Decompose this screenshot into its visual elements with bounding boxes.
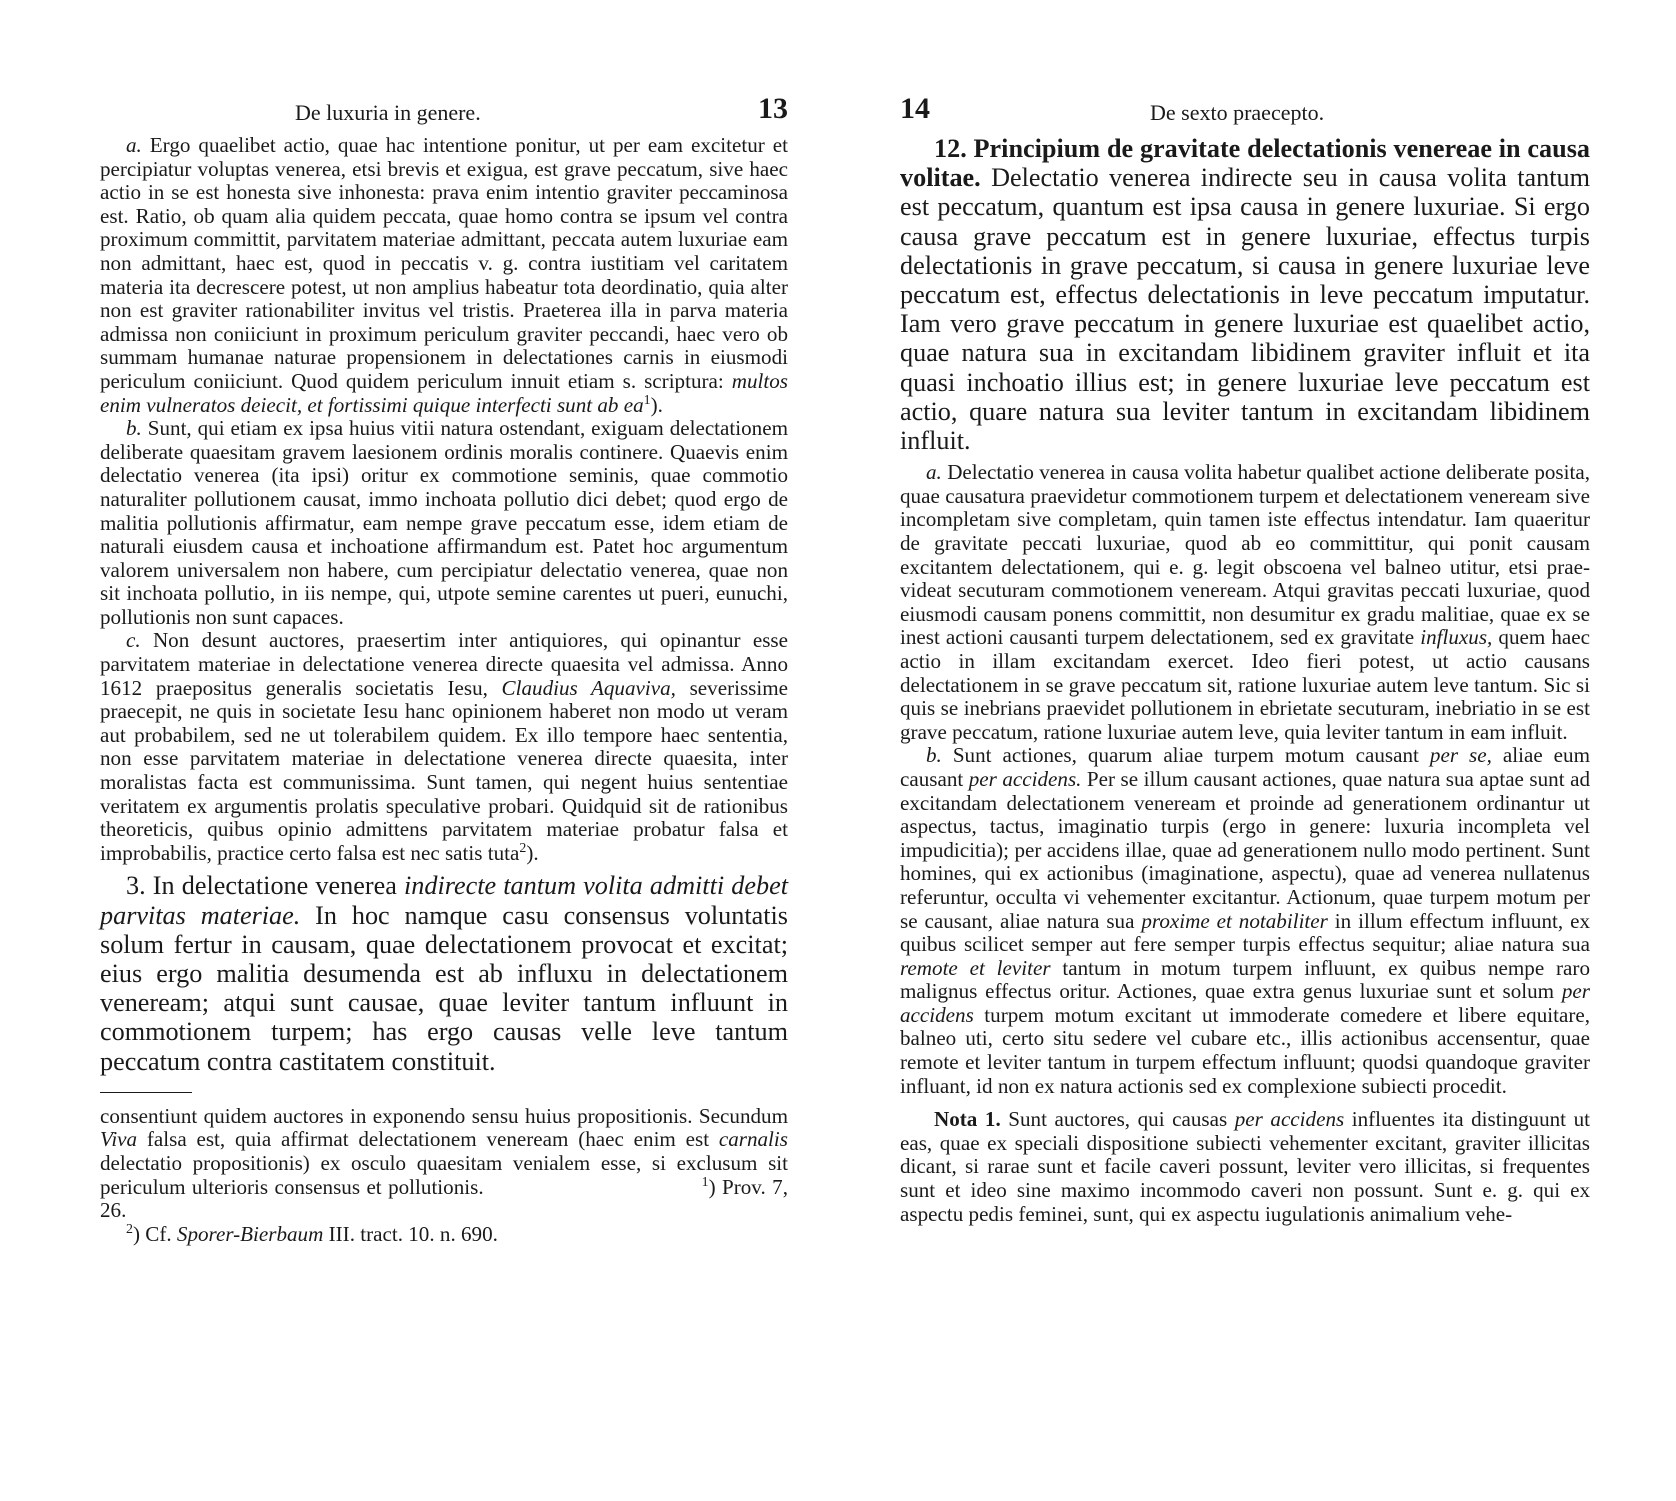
left-paragraph-b (100, 417, 788, 629)
right-para-b-italic-5: per accidens (900, 979, 1590, 1027)
footnote-rule (100, 1092, 192, 1093)
right-page-number: 14 (900, 92, 930, 125)
footnote-1-mark: 1 (701, 1174, 709, 1190)
para-c-lead: c. (126, 628, 141, 653)
right-paragraph-b (900, 744, 1590, 1098)
right-paragraph-a (900, 461, 1590, 744)
left-paragraph-c (100, 629, 788, 865)
footnote-ref-2: 2 (519, 840, 527, 856)
right-nota-1 (900, 1108, 1590, 1226)
right-para-a-text-2: quem haec actio in illam excitandam exercet. Ideo fieri potest, ut actio causans delectationem in se grave peccatum sit, ratione luxuriae autem leve tantum. Sic si quis se inebrians praevidet pollutionem in ebrietate secuturam, inebriatio in se est grave peccatum, ratione luxuriae autem leve, quia leviter tantum in eam influit. (900, 625, 1590, 744)
footnote-2-mark: 2 (126, 1221, 133, 1237)
right-running-head (900, 88, 1590, 134)
footnote-cont-italic-2: carnalis (718, 1127, 788, 1152)
section-12-heading: 12. Principium de gravitate delectationis venereae in causa volitae. (900, 134, 1590, 193)
footnote-2-author: Sporer-Bierbaum (176, 1221, 324, 1246)
para-b-text: Sunt, qui etiam ex ipsa huius vitii natura ostendant, exiguam delectationem deliberate quaesitam gravem laesionem ordinis moralis continere. Quaevis enim delectatio venerea (ita ipsi) oritur ex commotione seminis, quae commotio naturaliter pollutionem causat, immo inchoata pollutio dici debet; quod ergo de malitia pollutionis affirmatur, eam nempe grave peccatum esse, idem etiam de naturali eiusdem causa et inchoatione affirmandum est. Patet hoc argumentum valorem universalem non habere, cum percipiatur delectatio venerea, quae non sit inchoata pollutio, in iis nempe, qui, utpote semine carentes ut pueri, eunuchi, pollutionis non sunt capaces. (100, 416, 788, 629)
nota-1-text-2: influentes ita distinguunt ut eas, quae ex speciali dispositione subiecti vehementer excitant, graviter illicitas dicant, si rarae sunt et facile caveri possunt, leviter vero illicitas, si frequentes sunt et ideo sine maximo incommodo caveri non possunt. Sunt e. g. qui ex aspectu pedis feminei, sunt, qui ex aspectu iugulationis animalium vehe- (900, 1107, 1591, 1226)
footnote-2 (100, 1223, 788, 1247)
right-para-b-italic-3: proxime et notabiliter (1141, 908, 1328, 933)
right-para-b-text-3: Per se illum causant actiones, quae natura sua aptae sunt ad excitandam delectationem veneream et proinde ad generationem ordinantur ut aspectus, tactus, imaginatio turpis (ergo in genere: luxuria incompleta vel impudicitia); per accidens illae, quae ad generationem nullo modo pertinent. Sunt homines, qui ex actionibus (imaginatione, aspectu), quae ad venerea nullatenus referuntur, occulta vi vehementer excitantur. Actionum, quae turpem motum per se causant, aliae natura sua (900, 766, 1590, 933)
para-a-text-1: Ergo quaelibet actio, quae hac intentione ponitur, ut per eam excitetur et percipiatur voluptas venerea, etsi brevis et exigua, est grave peccatum, sive haec actio in se est honesta sive inhonesta: prava enim intentio graviter peccaminosa est. Ratio, ob quam alia quidem peccata, quae homo contra se ipsum vel contra proximum committit, parvitatem materiae admittant, peccata autem luxuriae eam non admittant, haec est, quod in peccatis v. g. contra iustitiam vel caritatem materia ita decrescere potest, ut non amplius habeatur tota deordinatio, quia alter non est graviter rationabiliter invitus vel tristis. Praeterea illa in parva materia admissa non coniiciunt in proximum periculum graviter peccandi, haec vero ob summam humanae naturae propensionem in delectationes carnis in eiusmodi periculum coniiciunt. Quod quidem periculum innuit etiam s. scriptura: (100, 133, 788, 393)
para-c-text-2: severissime praecepit, ne quis in societate Iesu hanc opinionem haberet non modo ut veram aut probabilem, sed ne ut tolerabilem quidem. Ex illo tempore haec sententia, non esse parvitatem materiae in delectatione venerea directe quaesita, inter moralistas facta est communissima. Sunt tamen, qui negent huius sententiae veritatem ex argumentis prolatis speculative probari. Quidquid sit de rationibus theoreticis, quibus opinio admittens parvitatem materiae probatur falsa et improbabilis, practice certo falsa est nec satis tuta (100, 675, 788, 865)
section-12-text: Delectatio venerea indirecte seu in causa volita tantum est peccatum, quantum est ipsa causa in genere luxuriae. Si ergo causa grave peccatum est in genere luxuriae, effectus turpis delectationis in grave peccatum, si causa in genere luxuriae leve peccatum est, effectus delectationis in leve peccatum imputatur. Iam vero grave peccatum in genere luxuriae est quaelibet actio, quae natura sua in excitandam libidinem graviter influit et ita quasi inchoatio illius est; in genere luxuriae leve peccatum est actio, quare natura sua leviter tantum in excitandam libidinem influit. (900, 163, 1590, 456)
left-paragraph-a (100, 134, 788, 417)
left-running-title: De luxuria in genere. (295, 100, 481, 125)
para-c-text-1: Non desunt auctores, praesertim inter antiquiores, qui opinantur esse parvitatem materiae in delectatione venerea directe quaesita vel admissa. Anno 1612 praepositus generalis societatis Iesu, (100, 628, 788, 700)
footnote-cont-italic-1: Viva (100, 1127, 138, 1152)
nota-1-text-1: Sunt auctores, qui causas (1000, 1107, 1235, 1132)
footnote-cont-text-1: consentiunt quidem auctores in exponendo sensu huius propositionis. Secundum (100, 1103, 788, 1128)
right-para-a-italic: influxus, (1420, 625, 1493, 650)
footnote-cont-text-3: delectatio propositionis) ex osculo quaesitam venialem esse, si exclusum sit periculum ulterioris consensus et pollutionis. (100, 1151, 788, 1199)
right-section-12 (900, 134, 1590, 455)
right-para-b-italic-2: per accidens. (968, 766, 1082, 791)
nota-1-italic: per accidens (1234, 1107, 1345, 1132)
para-c-text-3: ). (526, 840, 539, 865)
para-a-lead: a. (126, 133, 142, 157)
left-running-head (100, 88, 788, 134)
nota-1-label: Nota 1. (934, 1107, 1001, 1132)
para-c-name: Claudius Aquaviva, (501, 675, 676, 700)
right-para-a-lead: a. (926, 460, 942, 485)
footnote-ref-1: 1 (643, 392, 651, 408)
right-para-b-text-6: turpem motum excitant ut immoderate comedere et libere equitare, balneo uti, certo situ sedere vel cubare etc., illis actionibus accensentur, quae remote et leviter tantum in turpem effectum influunt; quodsi quandoque graviter influant, id non ex natura actionis sed ex complexione subiecti procedit. (900, 1002, 1590, 1098)
left-page (100, 88, 788, 1488)
section-3-thesis: indirecte tantum volita admitti debet parvitas materiae. (100, 871, 788, 930)
footnote-cont-text-2: falsa est, quia affirmat delectationem veneream (haec enim est (137, 1127, 719, 1152)
footnote-2-text-2: III. tract. 10. n. 690. (323, 1221, 498, 1246)
para-a-scripture-quote: multos enim vulneratos deiecit, et fortissimi quique interfecti sunt ab ea (100, 368, 788, 417)
right-para-b-text-5: tantum in motum turpem influunt, ex quibus nempe raro malignus effectus oritur. Actiones, quae extra genus luxuriae sunt et solum (900, 955, 1590, 1004)
footnote-continuation (100, 1105, 788, 1223)
section-3-text-1: 3. In delectatione venerea (126, 871, 404, 901)
right-para-b-text-2: aliae eum causant (900, 743, 1590, 791)
footnote-2-text-1: ) Cf. (132, 1221, 177, 1246)
para-a-text-2: ). (650, 392, 663, 417)
section-3-text-2: In hoc namque casu consensus voluntatis solum fertur in causam, quae delectationem provocat et excitat; eius ergo malitia desumenda est ab influxu in delectationem veneream; atqui sunt causae, quae leviter tantum influunt in commotionem turpem; has ergo causas velle leve tantum peccatum contra castitatem constituit. (100, 900, 788, 1076)
left-page-number: 13 (758, 92, 788, 125)
right-para-b-italic-1: per se, (1429, 743, 1492, 768)
footnote-1-text: ) Prov. 7, 26. (100, 1174, 788, 1223)
right-para-a-text-1: Delectatio venerea in causa volita habetur qualibet actione deliberate posita, quae causatura praevidetur commotionem turpem et delectationem veneream sive incompletam sive completam, quin tamen iste effectus intendatur. Iam quaeritur de gravitate peccati luxuriae, quod ab eo committitur, qui ponit causam excitantem delectationem, qui e. g. legit obscoena vel balneo utitur, etsi praevideat secuturam commotionem veneream. Atqui gravitas peccati luxuriae, quod eiusmodi causam ponens committit, non desumitur ex gradu malitiae, quae ex se inest actioni causanti turpem delectationem, sed ex gravitate (900, 460, 1590, 650)
right-para-b-text-4: in illum effectum influunt, ex quibus scilicet semper aut fere semper turpis effectus sequitur; aliae natura sua (900, 908, 1590, 957)
left-section-3 (100, 871, 788, 1075)
para-b-lead: b. (126, 416, 142, 441)
right-running-title: De sexto praecepto. (1150, 100, 1325, 125)
right-para-b-italic-4: remote et leviter (900, 955, 1051, 980)
right-para-b-text-1: Sunt actiones, quarum aliae turpem motum causant (941, 743, 1430, 768)
right-page (900, 88, 1590, 1488)
right-para-b-lead: b. (926, 743, 942, 768)
